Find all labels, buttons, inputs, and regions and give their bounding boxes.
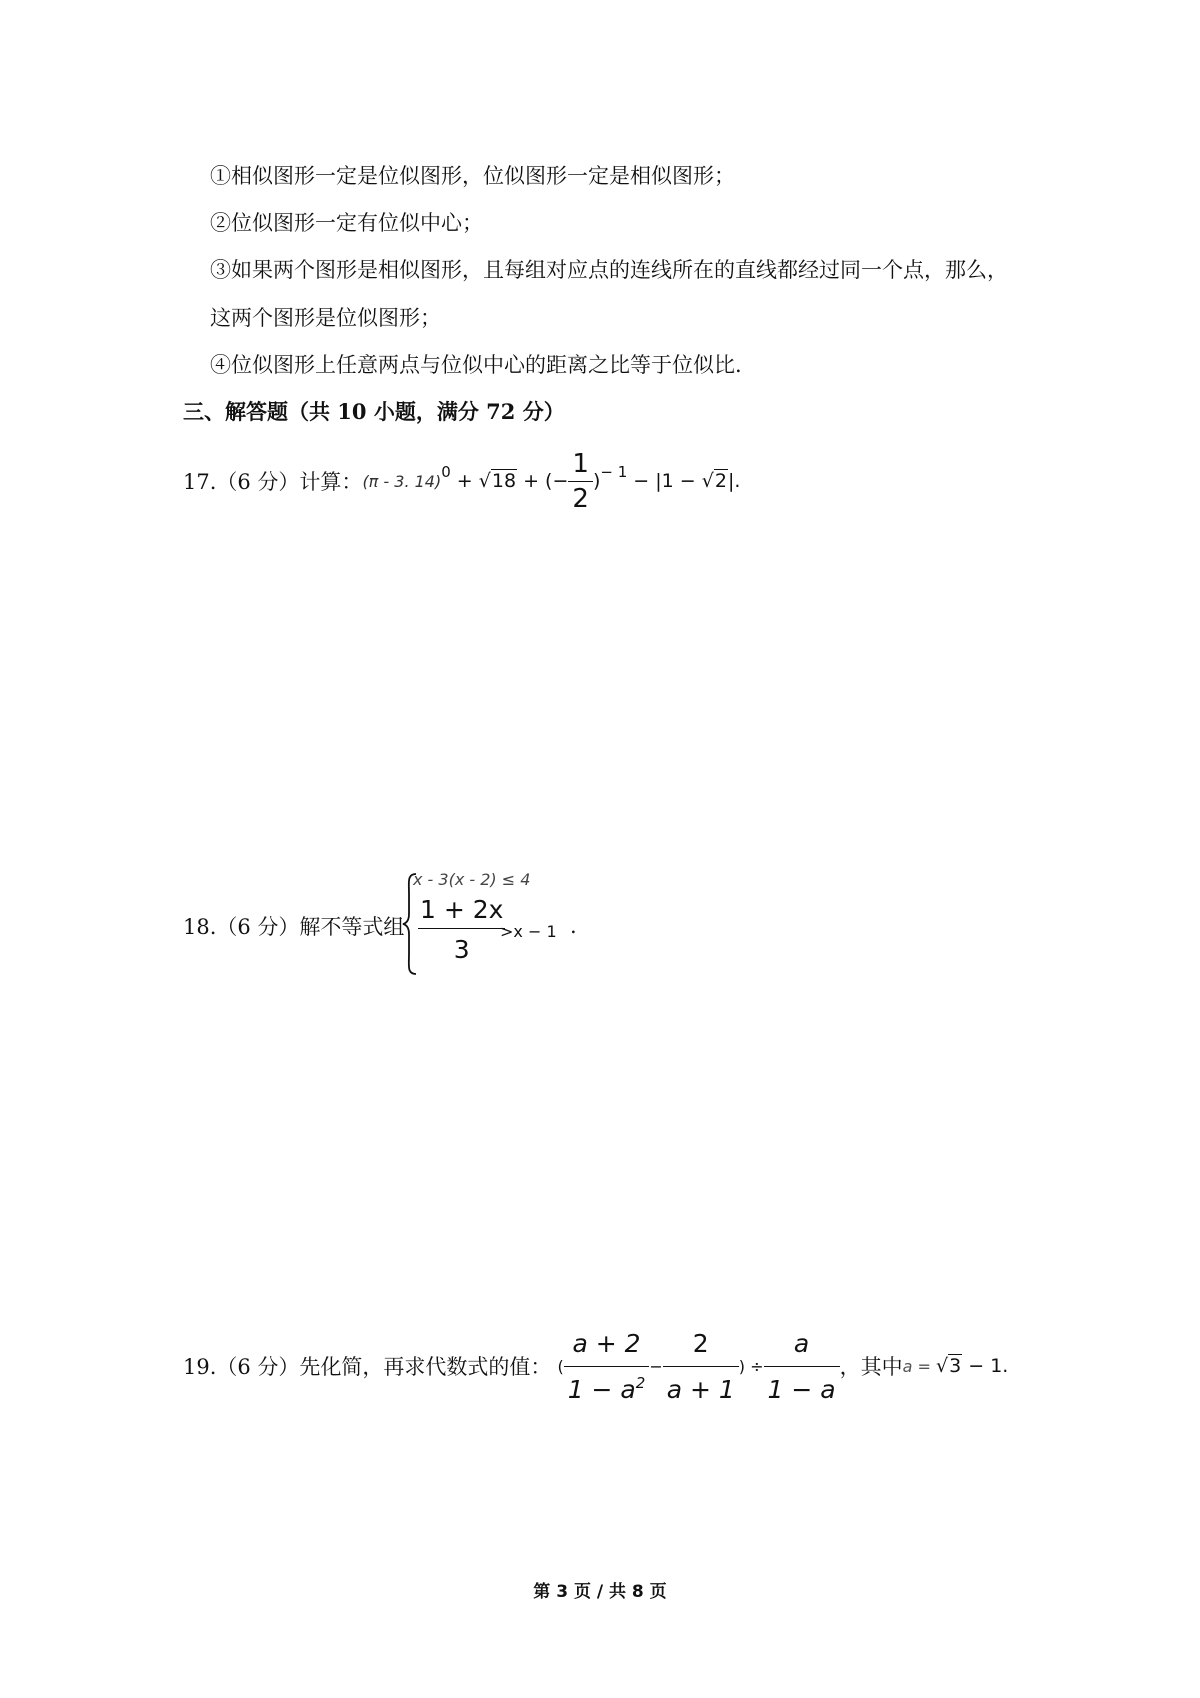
q19-tail: − 1. (962, 1355, 1009, 1377)
q18-fraction (418, 895, 505, 964)
q19-a-eq: a = (902, 1357, 936, 1376)
statement-1: ①相似图形一定是位似图形，位似图形一定是相似图形； (210, 164, 735, 188)
statement-4: ④位似图形上任意两点与位似中心的距离之比等于位似比. (210, 353, 742, 377)
q17-exp-neg1: − 1 (600, 462, 628, 481)
q18-inequality-1: x - 3(x - 2) ≤ 4 (413, 870, 531, 889)
page-footer: 第 3 页 / 共 8 页 (533, 1582, 667, 1602)
q19-frac3 (764, 1329, 840, 1404)
q17-exp0: 0 (441, 462, 451, 481)
q17-close-paren: ) (592, 469, 601, 492)
q17-abs-close: |. (727, 469, 741, 492)
statement-2: ②位似图形一定有位似中心； (210, 211, 483, 235)
q18-frac-num-text: 1 + 2x (420, 895, 504, 924)
q17-sqrt18-arg: 18 (491, 469, 517, 492)
q18-end: . (570, 914, 577, 938)
q17-sqrt18 (479, 470, 517, 492)
q19-frac1-den (564, 1366, 650, 1404)
q17-label: 17.（6 分）计算： (183, 470, 363, 494)
q19-condition (903, 1355, 1009, 1377)
q19-expression (551, 1329, 839, 1404)
q19-sqrt3 (936, 1355, 962, 1377)
q17-plus1: + (450, 469, 479, 492)
q19-frac2-num: 2 (692, 1328, 709, 1358)
q17-half-den: 2 (568, 481, 593, 514)
q18-frac (418, 895, 505, 964)
sqrt-icon: √ (478, 469, 491, 492)
q19-frac1-den-exp: 2 (635, 1373, 646, 1392)
sqrt-icon: √ (701, 469, 714, 492)
q17-plus2: + (− (517, 469, 569, 492)
q18-frac-den: 3 (418, 928, 505, 964)
q18-frac-num (418, 895, 505, 928)
q17-pi-term: (π - 3. 14) (362, 471, 442, 491)
q19-frac3-den: 1 − a (764, 1366, 840, 1404)
question-19 (183, 1316, 1008, 1416)
q17-sqrt2 (702, 470, 728, 492)
q19-label: 19.（6 分）先化简，再求代数式的值： (183, 1355, 552, 1379)
sqrt-icon: √ (936, 1355, 949, 1377)
q19-frac2 (663, 1329, 739, 1404)
q18-rhs: >x − 1 (500, 922, 557, 941)
q17-expression (362, 449, 740, 514)
question-17 (183, 446, 740, 516)
q19-frac1-num: a + 2 (572, 1328, 641, 1358)
q19-minus: − (649, 1356, 663, 1376)
q17-half-fraction (568, 449, 593, 514)
q19-frac3-num: a (793, 1328, 810, 1358)
q19-frac2-den: a + 1 (663, 1366, 739, 1404)
q19-close-div: ) ÷ (738, 1356, 764, 1376)
statement-3-cont: 这两个图形是位似图形； (210, 306, 441, 330)
section-title: 三、解答题（共 10 小题，满分 72 分） (183, 399, 565, 424)
q19-sqrt3-arg: 3 (949, 1355, 962, 1377)
question-18-label: 18.（6 分）解不等式组 (183, 915, 405, 939)
q19-open: ( (557, 1356, 564, 1376)
q17-sqrt2-arg: 2 (714, 469, 727, 492)
q17-abs-open: − |1 − (627, 469, 702, 492)
q19-frac1-den-base: 1 − a (567, 1374, 636, 1404)
statement-3: ③如果两个图形是相似图形，且每组对应点的连线所在的直线都经过同一个点，那么， (210, 258, 1008, 282)
q17-half-num: 1 (572, 448, 589, 479)
q19-frac1 (564, 1329, 650, 1404)
q19-where: ，其中 (839, 1355, 903, 1379)
